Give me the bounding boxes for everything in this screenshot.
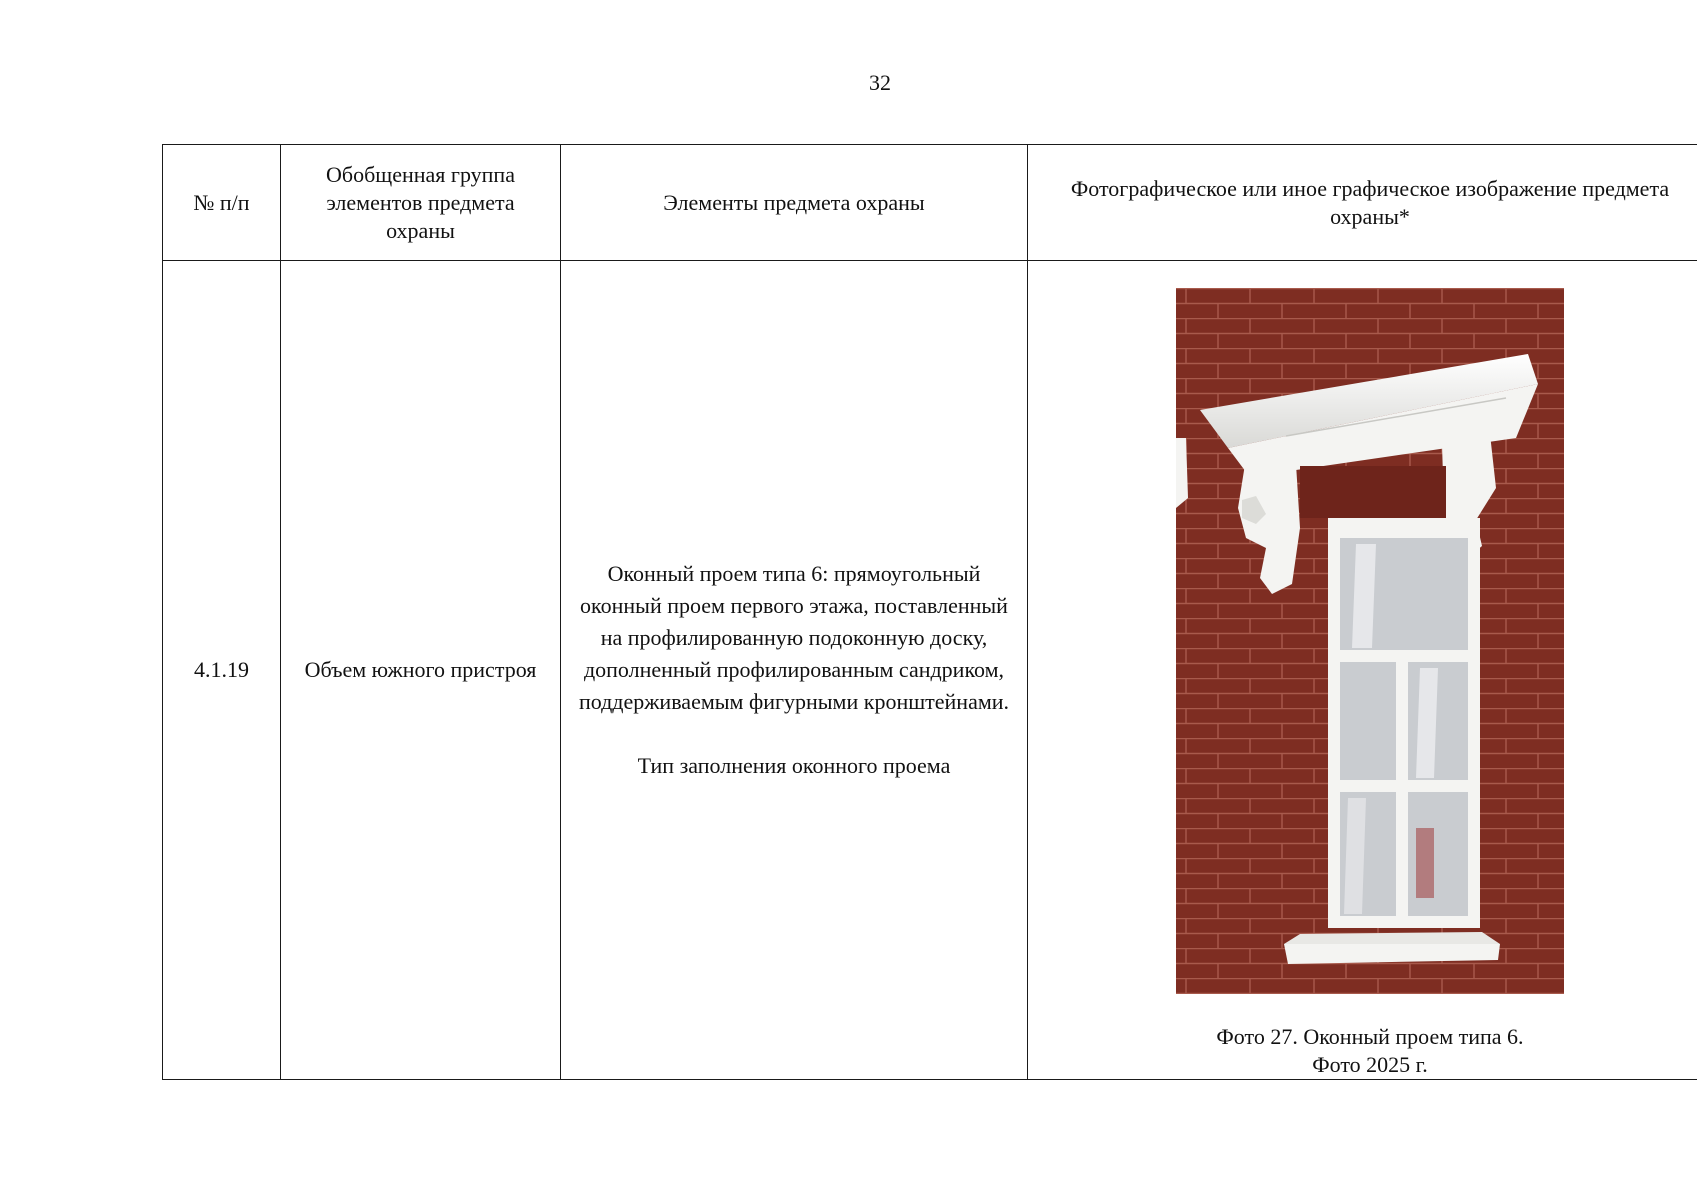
row-num: 4.1.19 — [163, 261, 281, 1080]
elements-description: Оконный проем типа 6: прямоугольный оконный проем первого этажа, поставленный на профилированную подоконную доску, дополненный профилированным сандриком, поддерживаемым фигурными кронштейнами. — [578, 561, 1010, 714]
table-row — [163, 261, 1697, 1080]
photo-caption-line2: Фото 2025 г. — [1312, 1052, 1428, 1077]
table-header-row — [163, 145, 1697, 261]
row-photo — [1028, 261, 1697, 1080]
header-photo: Фотографическое или иное графическое изображение предмета охраны* — [1028, 145, 1697, 261]
header-elements: Элементы предмета охраны — [561, 145, 1028, 261]
window-photo — [1176, 288, 1564, 994]
row-elements — [561, 261, 1028, 1080]
header-num: № п/п — [163, 145, 281, 261]
elements-fill-type: Тип заполнения оконного проема — [637, 753, 951, 778]
row-group: Объем южного пристроя — [281, 261, 561, 1080]
header-group: Обобщенная группа элементов предмета охраны — [281, 145, 561, 261]
photo-caption — [1038, 1023, 1697, 1079]
page-number: 32 — [869, 70, 891, 95]
photo-caption-line1: Фото 27. Оконный проем типа 6. — [1216, 1024, 1524, 1049]
protection-elements-table — [162, 144, 1697, 1080]
